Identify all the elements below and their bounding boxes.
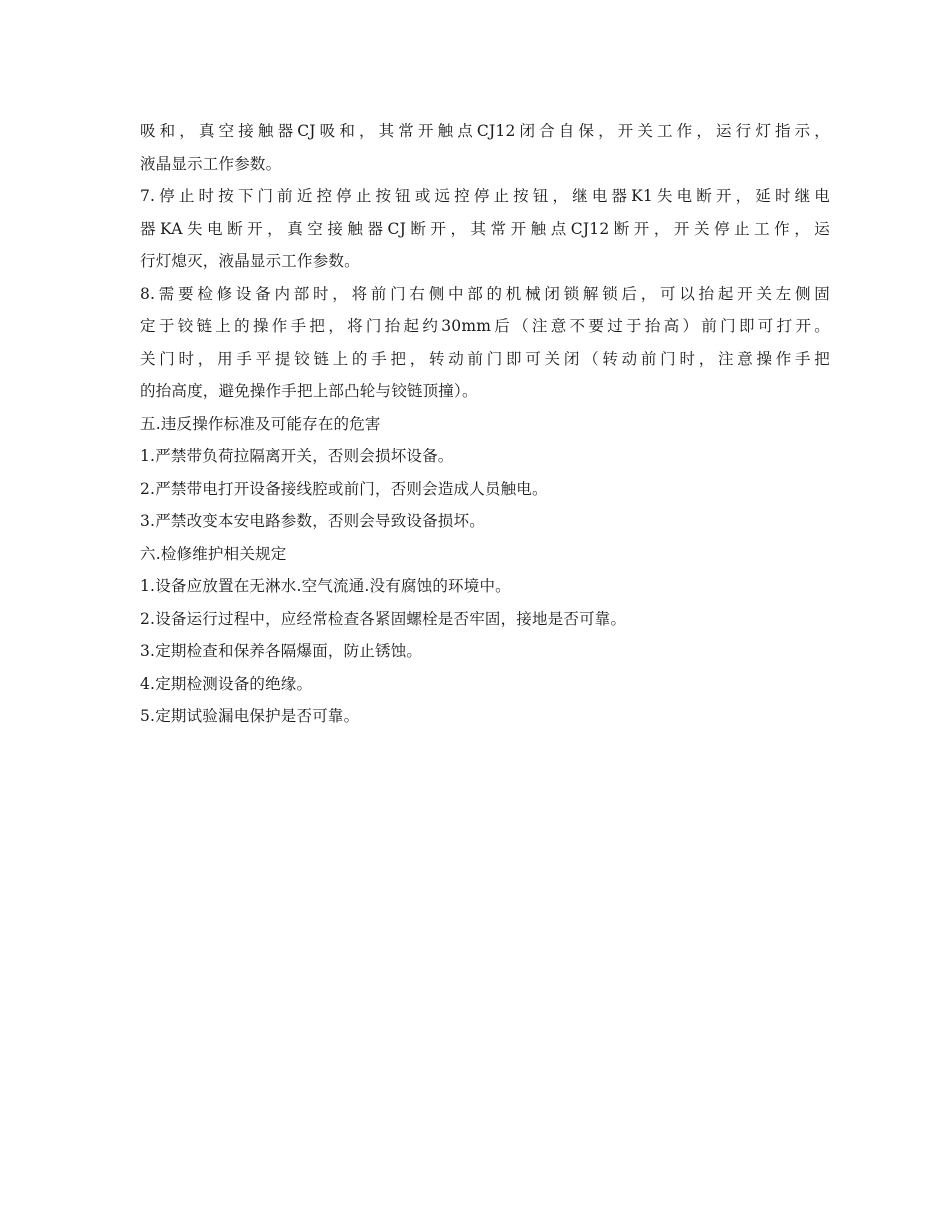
text-line: 定于铰链上的操作手把，将门抬起约30mm后（注意不要过于抬高）前门即可打开。 <box>140 317 830 335</box>
list-item: 3.严禁改变本安电路参数，否则会导致设备损坏。 <box>140 512 485 530</box>
text-line: 液晶显示工作参数。 <box>140 154 282 173</box>
text-line: 7.停止时按下门前近控停止按钮或远控停止按钮，继电器K1失电断开，延时继电 <box>140 187 830 205</box>
text-line: 器KA失电断开，真空接触器CJ断开，其常开触点CJ12断开，开关停止工作，运 <box>140 219 830 238</box>
section-heading: 六.检修维护相关规定 <box>140 544 287 563</box>
text-line: 的抬高度，避免操作手把上部凸轮与铰链顶撞）。 <box>140 382 478 400</box>
text-line: 行灯熄灭，液晶显示工作参数。 <box>140 252 360 270</box>
text-line: 8.需要检修设备内部时，将前门右侧中部的机械闭锁解锁后，可以抬起开关左侧固 <box>140 284 830 303</box>
document-body <box>140 115 830 733</box>
list-item: 2.严禁带电打开设备接线腔或前门，否则会造成人员触电。 <box>140 479 548 498</box>
list-item: 1.设备应放置在无淋水.空气流通.没有腐蚀的环境中。 <box>140 577 511 595</box>
text-line: 关门时，用手平提铰链上的手把，转动前门即可关闭（转动前门时，注意操作手把 <box>140 349 830 368</box>
list-item: 3.定期检查和保养各隔爆面，防止锈蚀。 <box>140 642 423 660</box>
list-item: 5.定期试验漏电保护是否可靠。 <box>140 707 360 725</box>
list-item: 4.定期检测设备的绝缘。 <box>140 674 313 693</box>
text-line: 吸和，真空接触器CJ吸和，其常开触点CJ12闭合自保，开关工作，运行灯指示， <box>140 122 830 140</box>
list-item: 1.严禁带负荷拉隔离开关，否则会损坏设备。 <box>140 447 454 465</box>
section-heading: 五.违反操作标准及可能存在的危害 <box>140 414 381 433</box>
list-item: 2.设备运行过程中，应经常检查各紧固螺栓是否牢固，接地是否可靠。 <box>140 609 627 628</box>
